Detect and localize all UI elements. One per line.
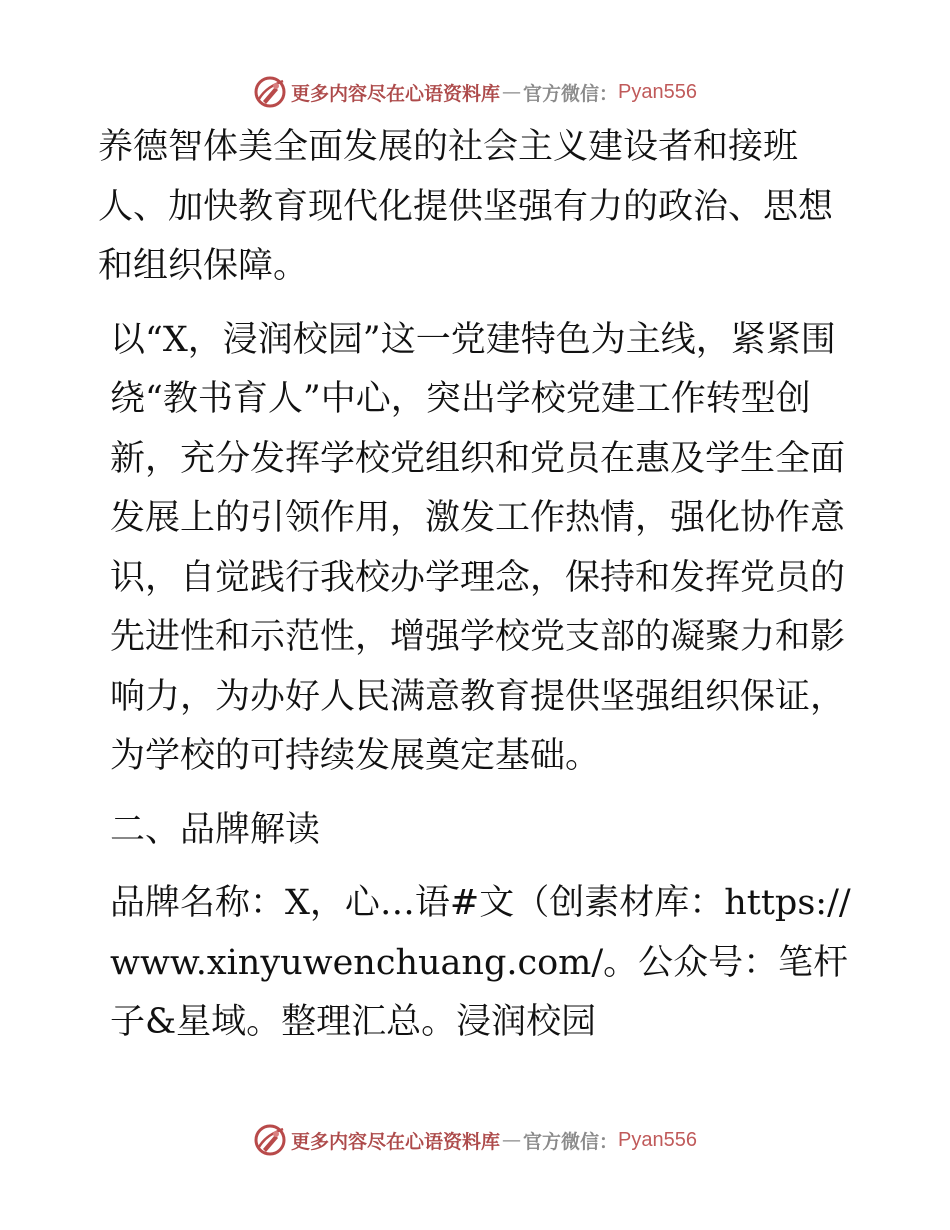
body-paragraph-2: 以“X，浸润校园”这一党建特色为主线，紧紧围绕“教书育人”中心，突出学校党建工作转型创新，充分发挥学校党组织和党员在惠及学生全面发展上的引领作用，激发工作热情，强化协作意识，自觉践行我校办学理念，保持和发挥党员的先进性和示范性，增强学校党支部的凝聚力和影响力，为办好人民满意教育提供坚强组织保证，为学校的可持续发展奠定基础。 [110, 319, 846, 776]
pen-logo-icon [253, 1123, 287, 1157]
banner-separator: — [502, 1129, 522, 1151]
header-watermark-banner [0, 70, 950, 114]
banner-brand-text: 更多内容尽在心语资料库 [291, 82, 501, 105]
banner-wechat-id: Pyan556 [618, 1128, 697, 1151]
section-heading: 二、品牌解读 [110, 809, 321, 850]
document-body [98, 118, 858, 1053]
body-paragraph-1: 养德智体美全面发展的社会主义建设者和接班人、加快教育现代化提供坚强有力的政治、思想和组织保障。 [98, 127, 834, 286]
body-paragraph-3: 品牌名称：X，心…语#文（创素材库：https://www.xinyuwenchuang.com/。公众号：笔杆子&星域。整理汇总。浸润校园 [110, 883, 851, 1042]
banner-wechat-label: 官方微信： [523, 1130, 619, 1153]
banner-wechat-label: 官方微信： [523, 82, 619, 105]
banner-separator: — [502, 81, 522, 103]
footer-watermark-banner [0, 1118, 950, 1162]
banner-wechat-id: Pyan556 [618, 80, 697, 103]
pen-logo-icon [253, 75, 287, 109]
banner-brand-text: 更多内容尽在心语资料库 [291, 1130, 501, 1153]
